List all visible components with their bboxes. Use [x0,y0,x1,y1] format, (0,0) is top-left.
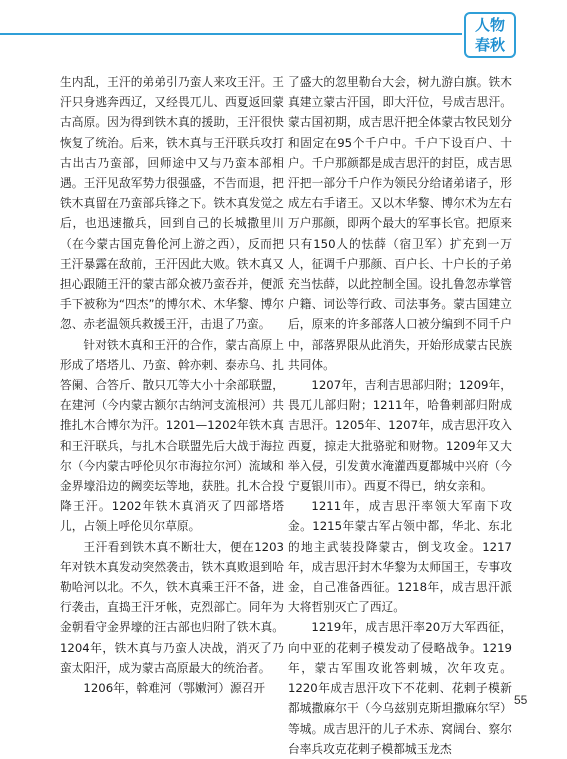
paragraph: 针对铁木真和王汗的合作，蒙古高原上形成了塔塔儿、乃蛮、斡亦剌、泰赤乌、扎答阑、合答斤、散只兀等大小十余部联盟，在建河（今内蒙古额尔古纳河支流根河）共推扎木合博尔为汗。1201—1202年铁木真和王汗联兵，与扎木合联盟先后大战于海拉尔（今内蒙古呼伦贝尔市海拉尔河）流域和金界壕沿边的阙奕坛等地，获胜。扎木合投降王汗。1202年铁木真消灭了四部塔塔儿，占领上呼伦贝尔草原。 [60,337,284,534]
left-column [60,72,284,698]
page-number: 55 [514,693,528,707]
paragraph: 了盛大的忽里勒台大会，树九游白旗。铁木真建立蒙古汗国，即大汗位，号成吉思汗。蒙古国初期，成吉思汗把全体蒙古牧民划分和固定在95个千户中。千户下设百户、十户。千户那颜都是成吉思汗的封臣，成吉思汗把一部分千户作为领民分给诸弟诸子，形成左右手诸王。又以木华黎、博尔术为左右万户那颜，即两个最大的军事长官。把原来只有150人的怯薛（宿卫军）扩充到一万人，征调千户那颜、百户长、十户长的子弟充当怯薛，以此控制全国。设扎鲁忽赤掌管户籍、词讼等行政、司法事务。蒙古国建立后，原来的许多部落人口被分编到不同千户中，部落界限从此消失，开始形成蒙古民族共同体。 [288,75,512,372]
header-rule [0,33,462,35]
section-title-line2: 春秋 [474,36,505,54]
section-title-line1: 人物 [474,16,505,34]
paragraph: 1219年，成吉思汗率20万大军西征，向中亚的花剌子模发动了侵略战争。1219年，蒙古军围攻讹答剌城，次年攻克。1220年成吉思汗攻下不花剌、花剌子模新都城撒麻尔干（今乌兹别克斯坦撒麻尔罕）等城。成吉思汗的儿子术赤、窝阔台、察尔台率兵攻克花剌子模都城玉龙杰 [288,620,512,756]
paragraph: 生内乱，王汗的弟弟引乃蛮人来攻王汗。王汗只身逃奔西辽，又经畏兀儿、西夏返回蒙古高原。因为得到铁木真的援助，王汗很快恢复了统治。后来，铁木真与王汗联兵攻打古出古乃蛮部，回师途中又与乃蛮本部相遇。王汗见敌军势力很强盛，不告而退，把铁木真留在乃蛮部兵锋之下。铁木真发觉之后，也迅速撤兵，回到自己的长城撒里川（在今蒙古国克鲁伦河上游之西），反而把王汗暴露在敌前，王汗因此大败。铁木真又担心跟随王汗的蒙古部众被乃蛮吞并，便派手下被称为“四杰”的博尔术、木华黎、博尔忽、赤老温领兵救援王汗，击退了乃蛮。 [60,75,284,332]
paragraph: 王汗看到铁木真不断壮大，便在1203年对铁木真发动突然袭击，铁木真败退到哈勒哈河以北。不久，铁木真乘王汗不备，进行袭击，直捣王汗牙帐，克烈部亡。同年为金朝看守金界壕的汪古部也归附了铁木真。1204年，铁木真与乃蛮人决战，消灭了乃蛮太阳汗，成为蒙古高原最大的统治者。 [60,539,284,675]
paragraph: 1206年，斡难河（鄂嫩河）源召开 [83,681,266,696]
right-column [288,72,512,759]
section-badge [464,12,516,58]
paragraph: 1211年，成吉思汗率领大军南下攻金。1215年蒙古军占领中都，华北、东北的地主武装投降蒙古，倒戈攻金。1217年，成吉思汗封木华黎为太师国王，专事攻金，自己准备西征。1218年，成吉思汗派大将哲别灭亡了西辽。 [288,499,512,615]
paragraph: 1207年，吉利吉思部归附；1209年，畏兀儿部归附；1211年，哈鲁剌部归附成吉思汗。1205年、1207年，成吉思汗攻入西夏，掠走大批骆驼和财物。1209年又大举入侵，引发黄水淹灌西夏都城中兴府（今宁夏银川市）。西夏不得已，纳女亲和。 [288,378,512,494]
